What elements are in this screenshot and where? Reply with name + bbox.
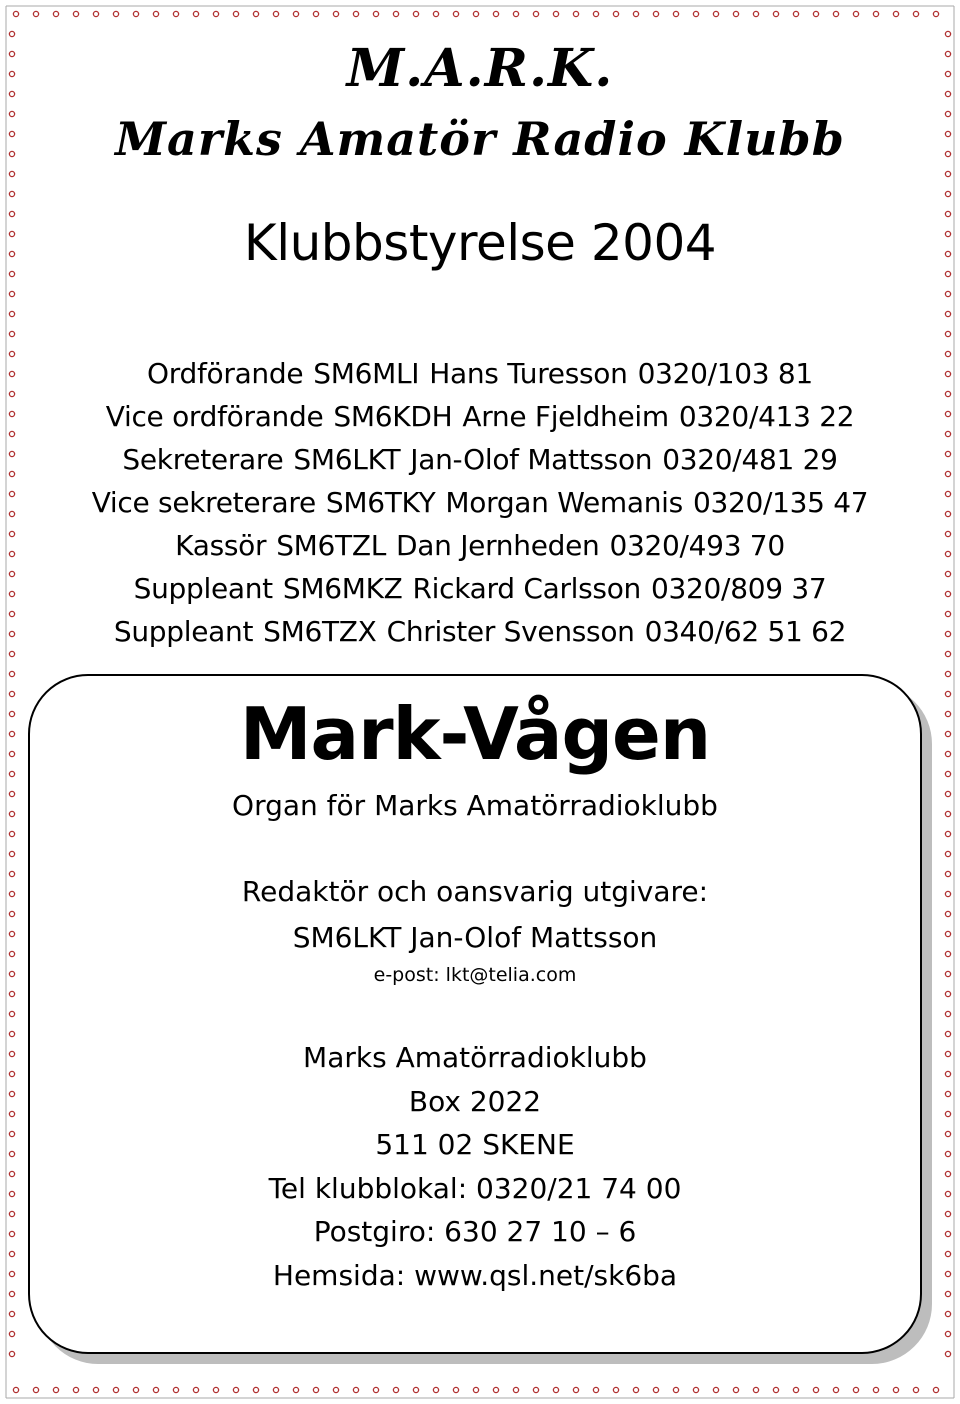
border-ornament [513, 1387, 518, 1392]
border-ornament [593, 11, 598, 16]
border-ornament [413, 11, 418, 16]
border-ornament [233, 11, 238, 16]
border-ornament [733, 11, 738, 16]
member-role: Vice sekreterare [91, 486, 316, 519]
border-ornament [945, 951, 950, 956]
member-name: Hans Turesson [429, 357, 628, 390]
border-ornament [945, 1071, 950, 1076]
member-phone: 0320/481 29 [662, 443, 838, 476]
club-address [28, 1036, 922, 1297]
club-abbreviation: M.A.R.K. [346, 38, 614, 99]
border-ornament [945, 1051, 950, 1056]
club-name: Marks Amatör Radio Klubb [115, 112, 845, 166]
member-callsign: SM6MKZ [282, 572, 403, 605]
border-ornament [793, 11, 798, 16]
border-ornament [213, 11, 218, 16]
board-heading: Klubbstyrelse 2004 [243, 214, 717, 272]
border-ornament [653, 1387, 658, 1392]
member-callsign: SM6TZX [263, 615, 377, 648]
member-phone: 0340/62 51 62 [644, 615, 847, 648]
border-ornament [945, 1191, 950, 1196]
border-ornament [9, 711, 14, 716]
border-ornament [945, 731, 950, 736]
border-ornament [9, 991, 14, 996]
border-ornament [273, 11, 278, 16]
border-ornament [773, 1387, 778, 1392]
border-ornament [313, 11, 318, 16]
border-ornament [853, 1387, 858, 1392]
border-ornament [9, 311, 14, 316]
border-ornament [433, 1387, 438, 1392]
member-role: Sekreterare [122, 443, 284, 476]
border-ornament [9, 831, 14, 836]
border-ornament [393, 1387, 398, 1392]
border-ornament [945, 751, 950, 756]
member-phone: 0320/809 37 [651, 572, 827, 605]
border-ornament [945, 311, 950, 316]
border-ornament [9, 191, 14, 196]
border-ornament [793, 1387, 798, 1392]
border-ornament [33, 11, 38, 16]
border-ornament [173, 11, 178, 16]
border-ornament [9, 691, 14, 696]
board-member [0, 352, 960, 395]
border-ornament [945, 771, 950, 776]
member-phone: 0320/413 22 [678, 400, 855, 433]
border-ornament [833, 1387, 838, 1392]
border-ornament [9, 1111, 14, 1116]
border-ornament [945, 991, 950, 996]
border-ornament [773, 11, 778, 16]
member-phone: 0320/103 81 [637, 357, 813, 390]
border-ornament [9, 811, 14, 816]
border-ornament [945, 811, 950, 816]
border-ornament [753, 1387, 758, 1392]
member-role: Suppleant [133, 572, 273, 605]
border-ornament [253, 11, 258, 16]
border-ornament [9, 171, 14, 176]
border-ornament [9, 971, 14, 976]
magazine-title: Mark-Vågen [239, 692, 711, 776]
border-ornament [173, 1387, 178, 1392]
border-ornament [9, 911, 14, 916]
border-ornament [933, 1387, 938, 1392]
address-line: Hemsida: www.qsl.net/sk6ba [272, 1258, 678, 1292]
border-ornament [833, 11, 838, 16]
member-name: Rickard Carlsson [412, 572, 641, 605]
border-ornament [9, 1131, 14, 1136]
board-member [0, 481, 960, 524]
border-ornament [813, 11, 818, 16]
border-ornament [593, 1387, 598, 1392]
border-ornament [9, 31, 14, 36]
border-ornament [693, 11, 698, 16]
border-ornament [693, 1387, 698, 1392]
member-name: Christer Svensson [386, 615, 635, 648]
member-callsign: SM6LKT [293, 443, 401, 476]
border-ornament [473, 1387, 478, 1392]
border-ornament [9, 1351, 14, 1356]
border-ornament [9, 791, 14, 796]
address-line: Marks Amatörradioklubb [303, 1041, 647, 1074]
border-ornament [9, 1151, 14, 1156]
border-ornament [133, 1387, 138, 1392]
border-ornament [945, 331, 950, 336]
border-ornament [453, 11, 458, 16]
border-ornament [533, 1387, 538, 1392]
member-role: Vice ordförande [105, 400, 324, 433]
border-ornament [945, 871, 950, 876]
border-ornament [945, 671, 950, 676]
border-ornament [893, 11, 898, 16]
border-ornament [9, 1271, 14, 1276]
member-phone: 0320/493 70 [609, 529, 785, 562]
border-ornament [373, 11, 378, 16]
border-ornament [9, 1091, 14, 1096]
border-ornament [945, 971, 950, 976]
board-member [0, 395, 960, 438]
border-ornament [9, 1071, 14, 1076]
border-ornament [945, 1011, 950, 1016]
border-ornament [673, 1387, 678, 1392]
magazine-subtitle: Organ för Marks Amatörradioklubb [232, 789, 718, 822]
border-ornament [73, 1387, 78, 1392]
border-ornament [9, 951, 14, 956]
border-ornament [353, 1387, 358, 1392]
border-ornament [9, 851, 14, 856]
member-name: Arne Fjeldheim [462, 400, 669, 433]
border-ornament [553, 11, 558, 16]
border-ornament [945, 1291, 950, 1296]
border-ornament [873, 11, 878, 16]
border-ornament [193, 1387, 198, 1392]
border-ornament [453, 1387, 458, 1392]
border-ornament [945, 1031, 950, 1036]
border-ornament [533, 11, 538, 16]
border-ornament [473, 11, 478, 16]
border-ornament [945, 1331, 950, 1336]
border-ornament [293, 11, 298, 16]
member-name: Jan-Olof Mattsson [410, 443, 653, 476]
member-callsign: SM6KDH [333, 400, 453, 433]
border-ornament [33, 1387, 38, 1392]
border-ornament [945, 691, 950, 696]
border-ornament [753, 11, 758, 16]
border-ornament [945, 1251, 950, 1256]
border-ornament [113, 1387, 118, 1392]
border-ornament [9, 1211, 14, 1216]
border-ornament [73, 11, 78, 16]
border-ornament [945, 1151, 950, 1156]
border-ornament [9, 891, 14, 896]
board-member [0, 567, 960, 610]
border-ornament [9, 1171, 14, 1176]
border-ornament [353, 11, 358, 16]
border-ornament [945, 191, 950, 196]
border-ornament [713, 1387, 718, 1392]
border-ornament [9, 1031, 14, 1036]
border-ornament [945, 1231, 950, 1236]
border-ornament [713, 11, 718, 16]
border-ornament [333, 11, 338, 16]
editor-label: Redaktör och oansvarig utgivare: [241, 875, 709, 908]
border-ornament [493, 1387, 498, 1392]
member-callsign: SM6MLI [313, 357, 420, 390]
border-ornament [333, 1387, 338, 1392]
border-ornament [293, 1387, 298, 1392]
border-ornament [493, 11, 498, 16]
border-ornament [53, 11, 58, 16]
border-ornament [613, 1387, 618, 1392]
border-ornament [9, 871, 14, 876]
border-ornament [9, 1011, 14, 1016]
address-line: Postgiro: 630 27 10 – 6 [313, 1215, 637, 1248]
border-ornament [9, 771, 14, 776]
border-ornament [513, 11, 518, 16]
member-name: Dan Jernheden [396, 529, 600, 562]
border-ornament [945, 1311, 950, 1316]
border-ornament [853, 11, 858, 16]
border-ornament [9, 751, 14, 756]
border-ornament [945, 1111, 950, 1116]
board-list [0, 352, 960, 653]
border-ornament [9, 331, 14, 336]
border-ornament [945, 31, 950, 36]
border-ornament [373, 1387, 378, 1392]
border-ornament [945, 851, 950, 856]
border-ornament [13, 1387, 18, 1392]
member-phone: 0320/135 47 [692, 486, 869, 519]
border-ornament [213, 1387, 218, 1392]
address-line: Box 2022 [408, 1084, 542, 1118]
board-member [0, 524, 960, 567]
border-ornament [9, 1311, 14, 1316]
border-ornament [945, 1211, 950, 1216]
border-ornament [393, 11, 398, 16]
member-role: Kassör [175, 529, 267, 562]
member-callsign: SM6TZL [276, 529, 387, 562]
border-ornament [673, 11, 678, 16]
border-ornament [933, 11, 938, 16]
border-ornament [945, 791, 950, 796]
border-ornament [433, 11, 438, 16]
board-member [0, 610, 960, 653]
border-ornament [253, 1387, 258, 1392]
border-ornament [873, 1387, 878, 1392]
border-ornament [9, 1291, 14, 1296]
border-ornament [945, 1131, 950, 1136]
border-ornament [93, 1387, 98, 1392]
border-ornament [153, 11, 158, 16]
border-ornament [945, 1091, 950, 1096]
border-ornament [613, 11, 618, 16]
border-ornament [53, 1387, 58, 1392]
border-ornament [9, 291, 14, 296]
border-ornament [9, 1191, 14, 1196]
border-ornament [945, 1271, 950, 1276]
border-ornament [9, 1331, 14, 1336]
address-line: Tel klubblokal: 0320/21 74 00 [268, 1171, 682, 1205]
border-ornament [945, 1171, 950, 1176]
border-ornament [633, 1387, 638, 1392]
editor-name: SM6LKT Jan-Olof Mattsson [292, 921, 658, 954]
border-ornament [945, 911, 950, 916]
member-role: Suppleant [113, 615, 254, 648]
border-ornament [893, 1387, 898, 1392]
border-ornament [9, 1251, 14, 1256]
border-ornament [813, 1387, 818, 1392]
border-ornament [9, 931, 14, 936]
border-ornament [9, 731, 14, 736]
border-ornament [233, 1387, 238, 1392]
border-ornament [113, 11, 118, 16]
border-ornament [945, 1351, 950, 1356]
border-ornament [273, 1387, 278, 1392]
border-ornament [945, 711, 950, 716]
editor-email: e-post: lkt@telia.com [373, 964, 577, 986]
border-ornament [553, 1387, 558, 1392]
border-ornament [945, 171, 950, 176]
border-ornament [193, 11, 198, 16]
border-ornament [153, 1387, 158, 1392]
border-ornament [9, 1051, 14, 1056]
border-ornament [945, 931, 950, 936]
board-member [0, 438, 960, 481]
border-ornament [633, 11, 638, 16]
address-line: 511 02 SKENE [375, 1128, 575, 1161]
member-callsign: SM6TKY [325, 486, 436, 519]
border-ornament [913, 1387, 918, 1392]
border-ornament [945, 891, 950, 896]
member-role: Ordförande [147, 357, 304, 390]
border-ornament [945, 831, 950, 836]
border-ornament [9, 671, 14, 676]
border-ornament [653, 11, 658, 16]
border-ornament [313, 1387, 318, 1392]
member-name: Morgan Wemanis [445, 486, 683, 519]
border-ornament [573, 11, 578, 16]
border-ornament [413, 1387, 418, 1392]
border-ornament [133, 11, 138, 16]
border-ornament [733, 1387, 738, 1392]
border-ornament [9, 1231, 14, 1236]
border-ornament [93, 11, 98, 16]
border-ornament [913, 11, 918, 16]
border-ornament [573, 1387, 578, 1392]
border-ornament [13, 11, 18, 16]
border-ornament [945, 291, 950, 296]
